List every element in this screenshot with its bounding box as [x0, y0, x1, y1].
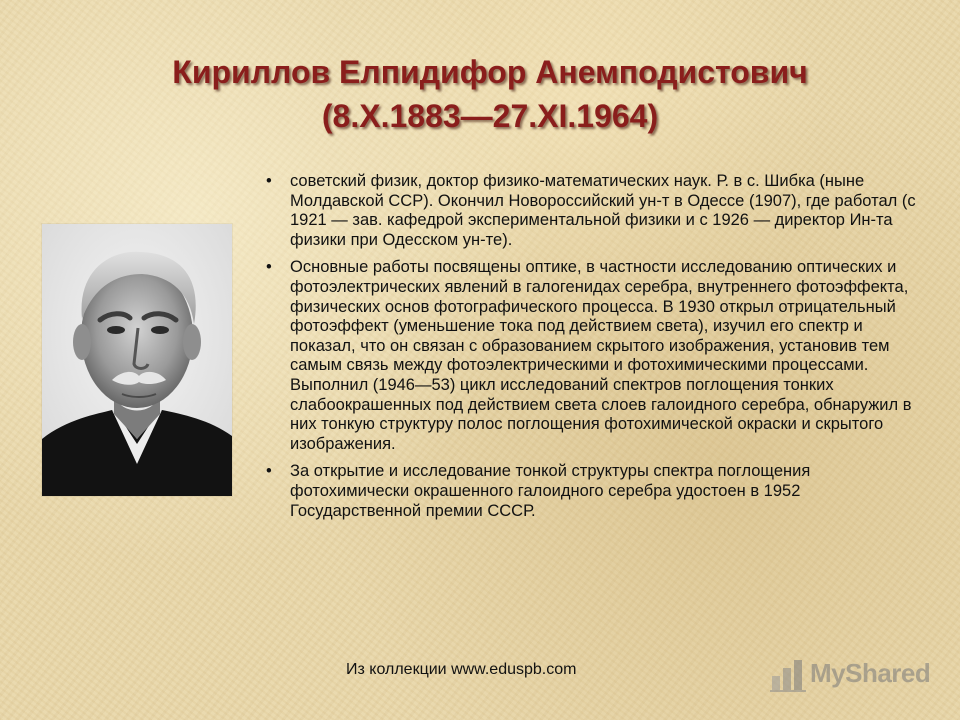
title-dates: (8.X.1883—27.XI.1964): [321, 98, 659, 134]
bio-item-text: советский физик, доктор физико-математических наук. Р. в с. Шибка (ныне Молдавской ССР). Окончил Новороссийский ун-т в Одессе (1907), где работал (с 1921 — зав. кафедрой экспериментальной физики и с 1926 — директор Ин-та физики при Одесском ун-те).: [290, 172, 916, 249]
slide-title: [60, 50, 920, 138]
portrait-illustration: [42, 224, 232, 496]
bio-item-text: Основные работы посвящены оптике, в частности исследованию оптических и фотоэлектрических явлений в галогенидах серебра, внутреннего фотоэффекта, физических основ фотографического процесса. В 1930 открыл отрицательный фотоэффект (уменьшение тока под действием света), изучил его спектр и показал, что он связан с образованием скрытого изображения, установив тем самым связь между фотоэлектрическими и фотохимическими процессами. Выполнил (1946—53) цикл исследований спектров поглощения тонких слабоокрашенных под действием света слоев галоидного серебра, обнаружил в них тонкую структуру полос поглощения фотохимической окраски и скрытого изображения.: [290, 258, 912, 453]
bio-item: [266, 462, 916, 521]
bio-item: [266, 172, 916, 250]
myshared-logo-icon: [768, 652, 808, 696]
bullet-symbol: •: [266, 258, 272, 277]
bullet-symbol: •: [266, 462, 272, 481]
bio-item-text: За открытие и исследование тонкой структуры спектра поглощения фотохимически окрашенного галоидного серебра удостоен в 1952 Государственной премии СССР.: [290, 462, 811, 520]
title-name: Кириллов Елпидифор Анемподистович: [172, 54, 808, 90]
bio-list: [266, 172, 916, 529]
bullet-symbol: •: [266, 172, 272, 190]
watermark-text: MyShared: [810, 658, 931, 688]
portrait-photo: [42, 224, 232, 496]
bio-item: [266, 258, 916, 454]
collection-footer: Из коллекции www.eduspb.com: [346, 661, 577, 678]
watermark: [768, 652, 931, 696]
